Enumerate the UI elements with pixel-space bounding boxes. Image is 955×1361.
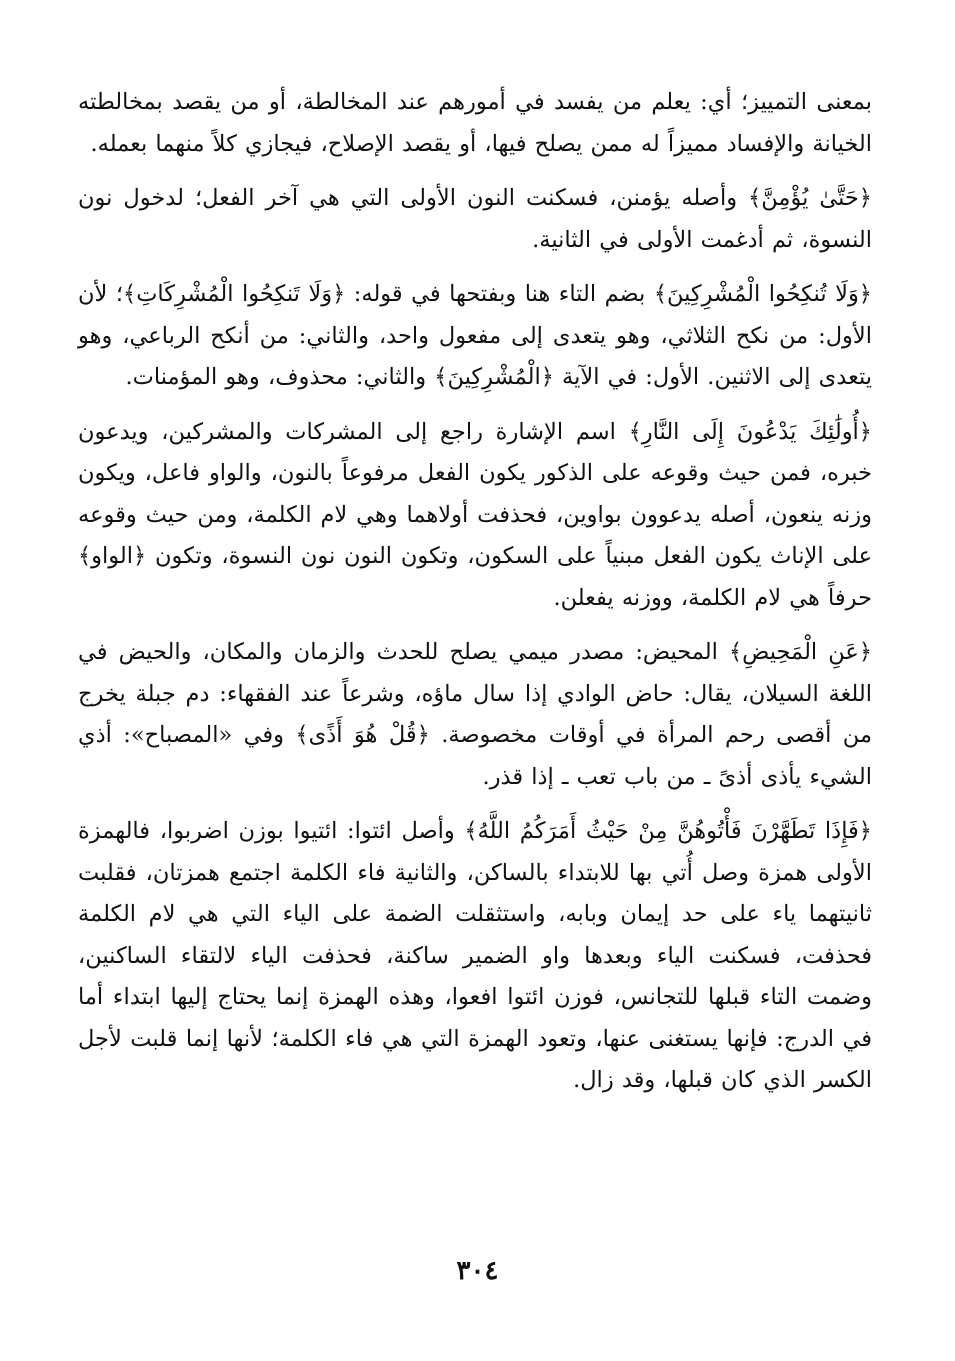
paragraph-hatta-yuminna: ﴿حَتَّىٰ يُؤْمِنَّ﴾ وأصله يؤمنن، فسكنت النون الأولى التي هي آخر الفعل؛ لدخول نون النسوة، ثم أدغمت الأولى في الثانية. (78, 185, 872, 253)
paragraph-wala-tunkihu: ﴿وَلَا تُنكِحُوا الْمُشْرِكِينَ﴾ بضم التاء هنا وبفتحها في قوله: ﴿وَلَا تَنكِحُوا الْمُشْرِكَاتِ﴾؛ لأن الأول: من نكح الثلاثي، وهو يتعدى إلى مفعول واحد، والثاني: من أنكح الرباعي، وهو يتعدى إلى الاثنين. الأول: في الآية ﴿الْمُشْرِكِينَ﴾ والثاني: محذوف، وهو المؤمنات. (78, 281, 872, 390)
page-body (78, 82, 872, 1115)
paragraph-al-mahid: ﴿عَنِ الْمَحِيضِ﴾ المحيض: مصدر ميمي يصلح للحدث والزمان والمكان، والحيض في اللغة السيلان، يقال: حاض الوادي إذا سال ماؤه، وشرعاً عند الفقهاء: دم جبلة يخرج من أقصى رحم المرأة في أوقات مخصوصة. ﴿قُلْ هُوَ أَذًى﴾ وفي «المصباح»: أذي الشيء يأذى أذىً ـ من باب تعب ـ إذا قذر. (78, 639, 872, 790)
paragraph-tamyiz: بمعنى التمييز؛ أي: يعلم من يفسد في أمورهم عند المخالطة، أو من يقصد بمخالطته الخيانة والإفساد مميزاً له ممن يصلح فيها، أو يقصد الإصلاح، فيجازي كلاً منهما بعمله. (78, 89, 872, 157)
page-number: ٣٠٤ (456, 1256, 499, 1286)
paragraph-fa-idha-tatahharna: ﴿فَإِذَا تَطَهَّرْنَ فَأْتُوهُنَّ مِنْ حَيْثُ أَمَرَكُمُ اللَّهُ﴾ وأصل ائتوا: ائتيوا بوزن اضربوا، فالهمزة الأولى همزة وصل أُتي بها للابتداء بالساكن، والثانية فاء الكلمة اجتمع همزتان، فقلبت ثانيتهما ياء على حد إيمان وبابه، واستثقلت الضمة على الياء التي هي لام الكلمة فحذفت، فسكنت الياء وبعدها واو الضمير ساكنة، فحذفت الياء لالتقاء الساكنين، وضمت التاء قبلها للتجانس، فوزن ائتوا افعوا، وهذه الهمزة إنما يحتاج إليها ابتداء أما في الدرج: فإنها يستغنى عنها، وتعود الهمزة التي هي فاء الكلمة؛ لأنها إنما قلبت لأجل الكسر الذي كان قبلها، وقد زال. (78, 818, 872, 1093)
paragraph-ulaika-yadun: ﴿أُولَٰئِكَ يَدْعُونَ إِلَى النَّارِ﴾ اسم الإشارة راجع إلى المشركات والمشركين، ويدعون خبره، فمن حيث وقوعه على الذكور يكون الفعل مرفوعاً بالنون، والواو فاعل، ويكون وزنه ينعون، أصله يدعوون بواوين، فحذفت أولاهما وهي لام الكلمة، ومن حيث وقوعه على الإناث يكون الفعل مبنياً على السكون، وتكون النون نون النسوة، وتكون ﴿الواو﴾ حرفاً هي لام الكلمة، ووزنه يفعلن. (78, 418, 872, 611)
